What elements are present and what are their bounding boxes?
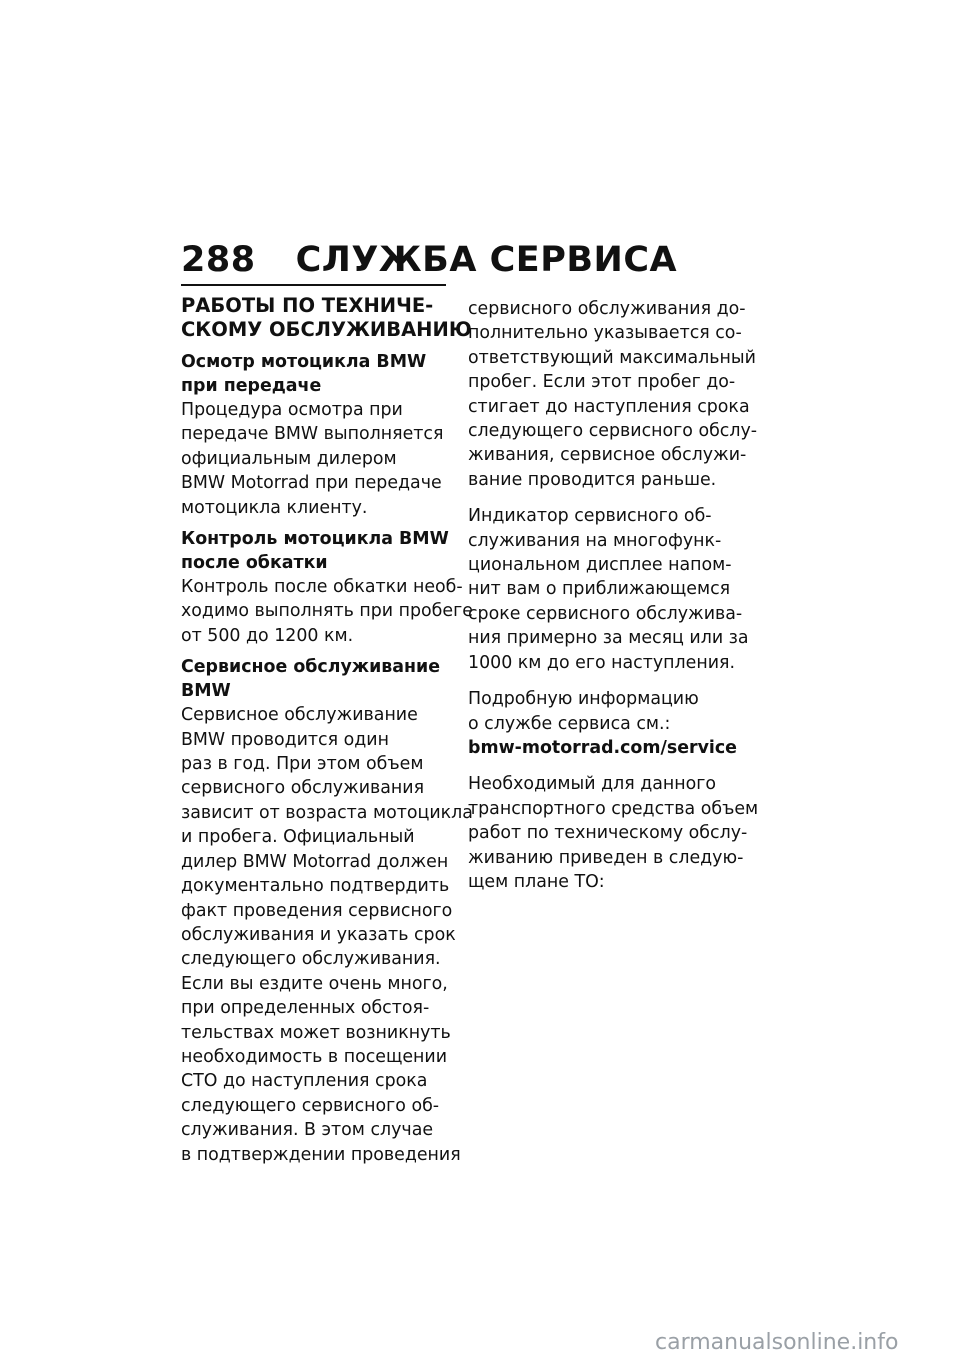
service-body: Сервисное обслуживание BMW проводится один раз в год. При этом объем сервисного обслуживания зависит от возраста мотоцикла и пробега. Официальный дилер BMW Motorrad должен документально подтвердить факт проведения сервисного обслуживания и указать срок следующего обслуживания. Если вы ездите очень много, при определенных обстоя- тельствах может возникнуть необходимость в посещении СТО до наступления срока следующего сервисного об- служивания. В этом случае в подтверждении проведения: [181, 705, 473, 1165]
subsection-title-break-in: Контроль мотоцикла BMW после обкатки: [181, 529, 449, 574]
section-title: РАБОТЫ ПО ТЕХНИЧЕ- СКОМУ ОБСЛУЖИВАНИЮ: [181, 294, 472, 341]
page-number: 288: [181, 240, 256, 280]
right-column: [468, 297, 759, 906]
section-rule: [181, 284, 446, 286]
subsection-title-service: Сервисное обслуживание BMW: [181, 657, 441, 702]
break-in-body: Контроль после обкатки необ- ходимо выполнять при пробеге от 500 до 1200 км.: [181, 577, 473, 646]
chapter-title: СЛУЖБА СЕРВИСА: [295, 240, 678, 280]
max-mileage-paragraph: сервисного обслуживания до- полнительно указывается со- ответствующий максимальный пробег. Если этот пробег до- стигает до наступления срока следующего сервисного обслу- живания, сервисное обслужи- вание проводится раньше.: [468, 299, 758, 490]
footer-watermark: carmanualsonline.info: [655, 1330, 899, 1355]
maintenance-plan-paragraph: Необходимый для данного транспортного средства объем работ по техническому обслу- живанию приведен в следую- щем плане ТО:: [468, 774, 759, 892]
left-column: [181, 284, 473, 1174]
inspection-body: Процедура осмотра при передаче BMW выполняется официальным дилером BMW Motorrad при передаче мотоцикла клиенту.: [181, 400, 444, 518]
page-header: [181, 240, 677, 280]
service-indicator-paragraph: Индикатор сервисного об- служивания на многофунк- циональном дисплее напом- нит вам о приближающемся сроке сервисного обслужива- ния примерно за месяц или за 1000 км до его наступления.: [468, 506, 749, 673]
more-info-paragraph: Подробную информацию о службе сервиса см.: bmw-motorrad.com/service: [468, 687, 738, 760]
subsection-title-inspection: Осмотр мотоцикла BMW при передаче: [181, 352, 427, 396]
service-website-link[interactable]: bmw-motorrad.com/service: [468, 737, 737, 758]
